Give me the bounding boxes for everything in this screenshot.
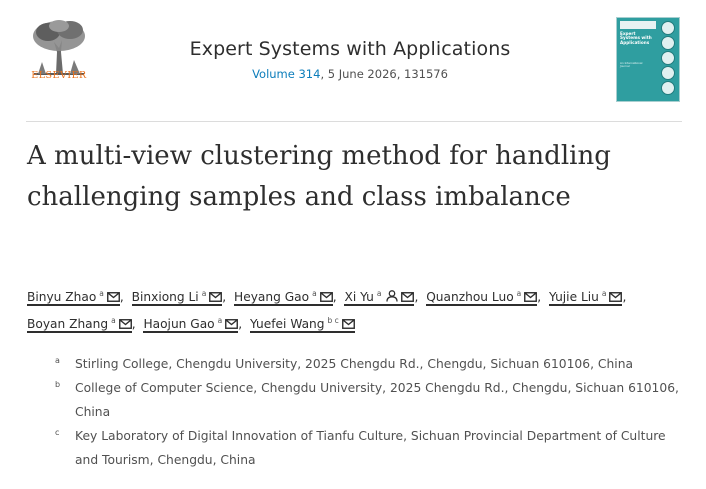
affiliation-text: Stirling College, Chengdu University, 2025 Chengdu Rd., Chengdu, Sichuan 610106, China (75, 357, 634, 371)
author-name: Quanzhou Luo (426, 290, 514, 304)
journal-info (100, 38, 600, 81)
cover-banner (620, 21, 656, 29)
author-separator: , (414, 290, 419, 304)
author-link[interactable] (250, 317, 355, 333)
volume-link[interactable]: Volume 314 (252, 67, 321, 81)
author-name: Boyan Zhang (27, 317, 109, 331)
author-affiliation-mark: a (111, 316, 116, 325)
author-separator: , (537, 290, 542, 304)
envelope-icon[interactable] (524, 292, 537, 302)
author-separator: , (222, 290, 227, 304)
author-name: Heyang Gao (234, 290, 310, 304)
author-affiliation-mark: a (376, 289, 382, 298)
journal-title-link[interactable]: Expert Systems with Applications (189, 38, 511, 60)
author-affiliation-mark: a (217, 316, 223, 325)
envelope-icon[interactable] (609, 292, 622, 302)
author-name: Haojun Gao (143, 317, 215, 331)
author-separator: , (238, 317, 243, 331)
affiliation-item (55, 376, 685, 424)
author-separator: , (622, 290, 627, 304)
envelope-icon[interactable] (401, 292, 414, 302)
author-link[interactable] (549, 290, 622, 306)
author-affiliation-mark: b c (327, 316, 339, 325)
envelope-icon[interactable] (119, 319, 132, 329)
affiliation-list (55, 352, 685, 472)
issue-info: , 5 June 2026, 131576 (320, 67, 448, 81)
journal-cover-thumbnail[interactable] (616, 17, 680, 102)
author-list (27, 282, 667, 336)
author-name: Yujie Liu (549, 290, 599, 304)
author-separator: , (131, 317, 136, 331)
affiliation-text: College of Computer Science, Chengdu University, 2025 Chengdu Rd., Chengdu, Sichuan 610106, China (75, 381, 679, 419)
author-link[interactable] (27, 317, 132, 333)
envelope-icon[interactable] (225, 319, 238, 329)
elsevier-wordmark: ELSEVIER (31, 70, 87, 81)
author-name: Binxiong Li (131, 290, 199, 304)
header-divider (26, 121, 682, 122)
author-name: Binyu Zhao (27, 290, 97, 304)
cover-graphics (657, 21, 677, 96)
author-affiliation-mark: a (516, 289, 522, 298)
article-title: A multi-view clustering method for handling challenging samples and class imbalance (27, 141, 611, 212)
author-affiliation-mark: a (312, 289, 317, 298)
affiliation-item (55, 352, 685, 376)
author-separator: , (119, 290, 124, 304)
envelope-icon[interactable] (107, 292, 120, 302)
author-link[interactable] (234, 290, 333, 306)
author-link[interactable] (143, 317, 238, 333)
author-link[interactable] (132, 290, 223, 306)
cover-graphic-icon (661, 81, 675, 95)
cover-title: Expert Systems with Applications (620, 31, 652, 45)
affiliation-item (55, 424, 685, 472)
person-icon (386, 290, 398, 302)
envelope-icon[interactable] (209, 292, 222, 302)
author-separator: , (332, 290, 337, 304)
journal-volume-info (100, 67, 600, 81)
author-affiliation-mark: a (99, 289, 104, 298)
cover-graphic-icon (661, 21, 675, 35)
author-affiliation-mark: a (201, 289, 207, 298)
cover-graphic-icon (661, 51, 675, 65)
author-affiliation-mark: a (601, 289, 607, 298)
cover-graphic-icon (661, 66, 675, 80)
envelope-icon[interactable] (320, 292, 333, 302)
author-link[interactable] (27, 290, 120, 306)
envelope-icon[interactable] (342, 319, 355, 329)
article-header (0, 0, 706, 122)
affiliation-mark: b (55, 380, 61, 389)
affiliation-text: Key Laboratory of Digital Innovation of Tianfu Culture, Sichuan Provincial Department of Culture and Tourism, Chengdu, China (75, 429, 666, 467)
cover-graphic-icon (661, 36, 675, 50)
author-link[interactable] (344, 290, 414, 306)
author-name: Xi Yu (344, 290, 374, 304)
cover-subtitle: An International Journal (620, 61, 643, 69)
author-link[interactable] (426, 290, 537, 306)
affiliation-mark: a (55, 356, 60, 365)
affiliation-mark: c (55, 428, 60, 437)
author-name: Yuefei Wang (250, 317, 325, 331)
